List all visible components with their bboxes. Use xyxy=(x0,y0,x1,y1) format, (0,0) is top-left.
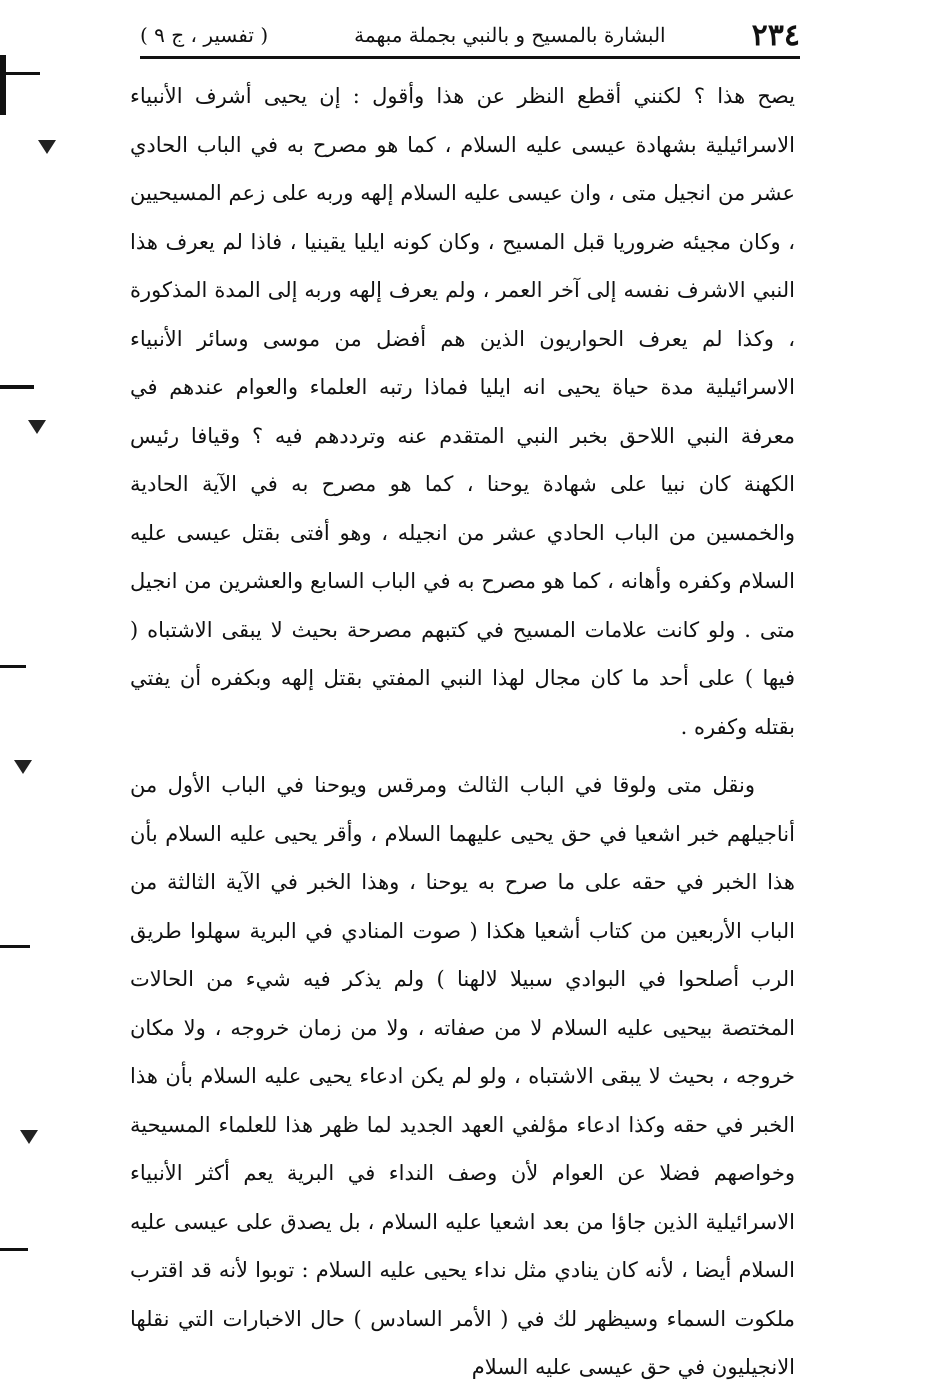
page-number: ٢٣٤ xyxy=(751,17,800,53)
scan-margin-mark xyxy=(0,945,30,948)
scan-speck xyxy=(28,420,46,434)
page-header xyxy=(140,14,800,59)
body-paragraph: يصح هذا ؟ لكنني أقطع النظر عن هذا وأقول : إن يحيى أشرف الأنبياء الاسرائيلية بشهادة عيسى عليه السلام ، كما هو مصرح به في الباب الحادي عشر من انجيل متى ، وان عيسى عليه السلام إلهه وربه على زعم المسيحيين ، وكان مجيئه ضروريا قبل المسيح ، وكان كونه ايليا يقينيا ، فاذا لم يعرف هذا النبي الاشرف نفسه إلى آخر العمر ، ولم يعرف إلهه وربه إلى المدة المذكورة ، وكذا لم يعرف الحواريون الذين هم أفضل من موسى وسائر الأنبياء الاسرائيلية مدة حياة يحيى انه ايليا فماذا رتبه العلماء والعوام عندهم في معرفة النبي اللاحق بخبر النبي المتقدم عنه وترددهم فيه ؟ وقيافا رئيس الكهنة كان نبيا على شهادة يوحنا ، كما هو مصرح به في الآية الحادية والخمسين من الباب الحادي عشر من انجيله ، وهو أفتى بقتل عيسى عليه السلام وكفره وأهانه ، كما هو مصرح به في الباب السابع والعشرين من انجيل متى . ولو كانت علامات المسيح في كتبهم مصرحة بحيث لا يبقى الاشتباه ( فيها ) على أحد ما كان مجال لهذا النبي المفتي بقتل إلهه وبكفره أن يفتي بقتله وكفره . xyxy=(130,84,795,739)
scan-margin-mark xyxy=(0,1248,28,1251)
scan-margin-mark xyxy=(0,55,6,115)
scan-speck xyxy=(20,1130,38,1144)
scan-speck xyxy=(14,760,32,774)
section-reference: ( تفسير ، ج ٩ ) xyxy=(140,23,269,47)
scan-margin-mark xyxy=(0,665,26,668)
scan-speck xyxy=(38,140,56,154)
scan-margin-mark xyxy=(0,385,34,389)
body-paragraph: ونقل متى ولوقا في الباب الثالث ومرقس ويوحنا في الباب الأول من أناجيلهم خبر اشعيا في حق يحيى عليهما السلام ، وأقر يحيى عليه السلام بأن هذا الخبر في حقه على ما صرح به يوحنا ، وهذا الخبر في الآية الثالثة من الباب الأربعين من كتاب أشعيا هكذا ( صوت المنادي في البرية سهلوا طريق الرب أصلحوا في البوادي سبيلا لالهنا ) ولم يذكر فيه شيء من الحالات المختصة بيحيى عليه السلام لا من صفاته ، ولا من زمان خروجه ، ولا مكان خروجه ، بحيث لا يبقى الاشتباه ، ولو لم يكن ادعاء يحيى عليه السلام بأن هذا الخبر في حقه وكذا ادعاء مؤلفي العهد الجديد لما ظهر هذا للعلماء المسيحية وخواصهم فضلا عن العوام لأن وصف النداء في البرية يعم أكثر الأنبياء الاسرائيلية الذين جاؤا من بعد اشعيا عليه السلام ، بل يصدق على عيسى عليه السلام أيضا ، لأنه كان ينادي مثل نداء يحيى عليه السلام : توبوا لأنه قد اقترب ملكوت السماء وسيظهر لك في ( الأمر السادس ) حال الاخبارات التي نقلها الانجيليون في حق عيسى عليه السلام xyxy=(130,773,795,1379)
page-body xyxy=(130,72,795,1392)
running-title: البشارة بالمسيح و بالنبي بجملة مبهمة xyxy=(354,23,666,47)
scan-margin-mark xyxy=(0,72,40,75)
